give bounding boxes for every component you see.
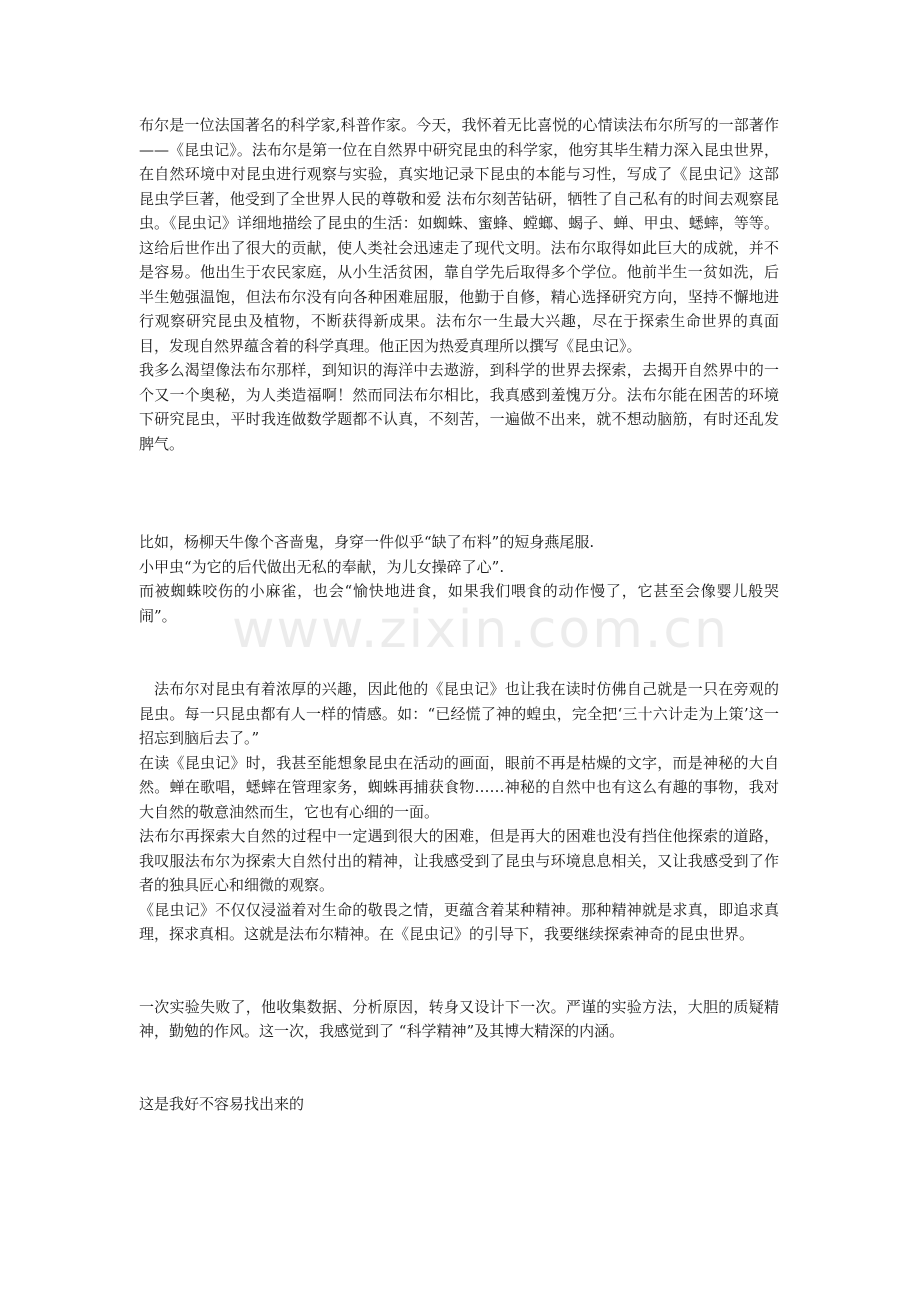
paragraph: 一次实验失败了，他收集数据、分析原因，转身又设计下一次。严谨的实验方法，大胆的质疑精神，勤勉的作风。这一次，我感觉到了 “科学精神”及其博大精深的内涵。	[139, 997, 779, 1040]
section-reflection	[139, 677, 779, 947]
section-intro	[139, 113, 779, 456]
paragraph: 比如，杨柳天牛像个吝啬鬼，身穿一件似乎“缺了布料”的短身燕尾服.	[139, 533, 595, 551]
section-closing	[139, 1092, 779, 1117]
spacer	[139, 1044, 779, 1092]
section-experiment	[139, 995, 779, 1044]
watermark: www.zixin.com.cn	[232, 600, 729, 660]
paragraph: 《昆虫记》不仅仅浸溢着对生命的敬畏之情，更蕴含着某种精神。那种精神就是求真，即追求真理，探求真相。这就是法布尔精神。在《昆虫记》的引导下，我要继续探索神奇的昆虫世界。	[139, 900, 779, 943]
spacer	[139, 628, 779, 677]
paragraph: 小甲虫“为它的后代做出无私的奉献，为儿女操碎了心”.	[139, 557, 505, 576]
paragraph: 而被蜘蛛咬伤的小麻雀，也会“愉快地进食，如果我们喂食的动作慢了，它甚至会像婴儿般哭闹”。	[139, 582, 779, 625]
paragraph: 这是我好不容易找出来的	[139, 1094, 305, 1113]
spacer	[139, 456, 779, 530]
paragraph: 我多么渴望像法布尔那样，到知识的海洋中去遨游，到科学的世界去探索，去揭开自然界中的一个又一个奥秘，为人类造福啊！然而同法布尔相比，我真感到羞愧万分。法布尔能在困苦的环境下研究昆虫，平时我连做数学题都不认真，不刻苦，一遍做不出来，就不想动脑筋，有时还乱发脾气。	[139, 361, 779, 453]
paragraph: 法布尔对昆虫有着浓厚的兴趣，因此他的《昆虫记》也让我在读时仿佛自己就是一只在旁观的昆虫。每一只昆虫都有人一样的情感。如：“已经慌了神的蝗虫，完全把‘三十六计走为上策’这一招忘到脑后去了。”	[139, 680, 779, 747]
paragraph: 布尔是一位法国著名的科学家,科普作家。今天，我怀着无比喜悦的心情读法布尔所写的一部著作——《昆虫记》。法布尔是第一位在自然界中研究昆虫的科学家，他穷其毕生精力深入昆虫世界，在自然环境中对昆虫进行观察与实验，真实地记录下昆虫的本能与习性，写成了《昆虫记》这部昆虫学巨著，他受到了全世界人民的尊敬和爱 法布尔刻苦钻研，牺牲了自己私有的时间去观察昆虫。《昆虫记》详细地描绘了昆虫的生活：如蜘蛛、蜜蜂、螳螂、蝎子、蝉、甲虫、蟋蟀，等等。这给后世作出了很大的贡献，使人类社会迅速走了现代文明。法布尔取得如此巨大的成就，并不是容易。他出生于农民家庭，从小生活贫困，靠自学先后取得多个学位。他前半生一贫如洗，后半生勉强温饱，但法布尔没有向各种困难屈服，他勤于自修，精心选择研究方向，坚持不懈地进行观察研究昆虫及植物，不断获得新成果。法布尔一生最大兴趣，尽在于探索生命世界的真面目，发现自然界蕴含着的科学真理。他正因为热爱真理所以撰写《昆虫记》。	[139, 116, 779, 355]
paragraph: 在读《昆虫记》时，我甚至能想象昆虫在活动的画面，眼前不再是枯燥的文字，而是神秘的大自然。蝉在歌唱，蟋蟀在管理家务，蜘蛛再捕获食物……神秘的自然中也有这么有趣的事物，我对大自然的敬意油然而生，它也有心细的一面。	[139, 753, 779, 821]
section-examples	[139, 530, 779, 628]
spacer	[139, 947, 779, 995]
paragraph: 法布尔再探索大自然的过程中一定遇到很大的困难，但是再大的困难也没有挡住他探索的道路，我叹服法布尔为探索大自然付出的精神，让我感受到了昆虫与环境息息相关，又让我感受到了作者的独具匠心和细微的观察。	[139, 827, 779, 894]
document-body	[139, 113, 779, 1116]
